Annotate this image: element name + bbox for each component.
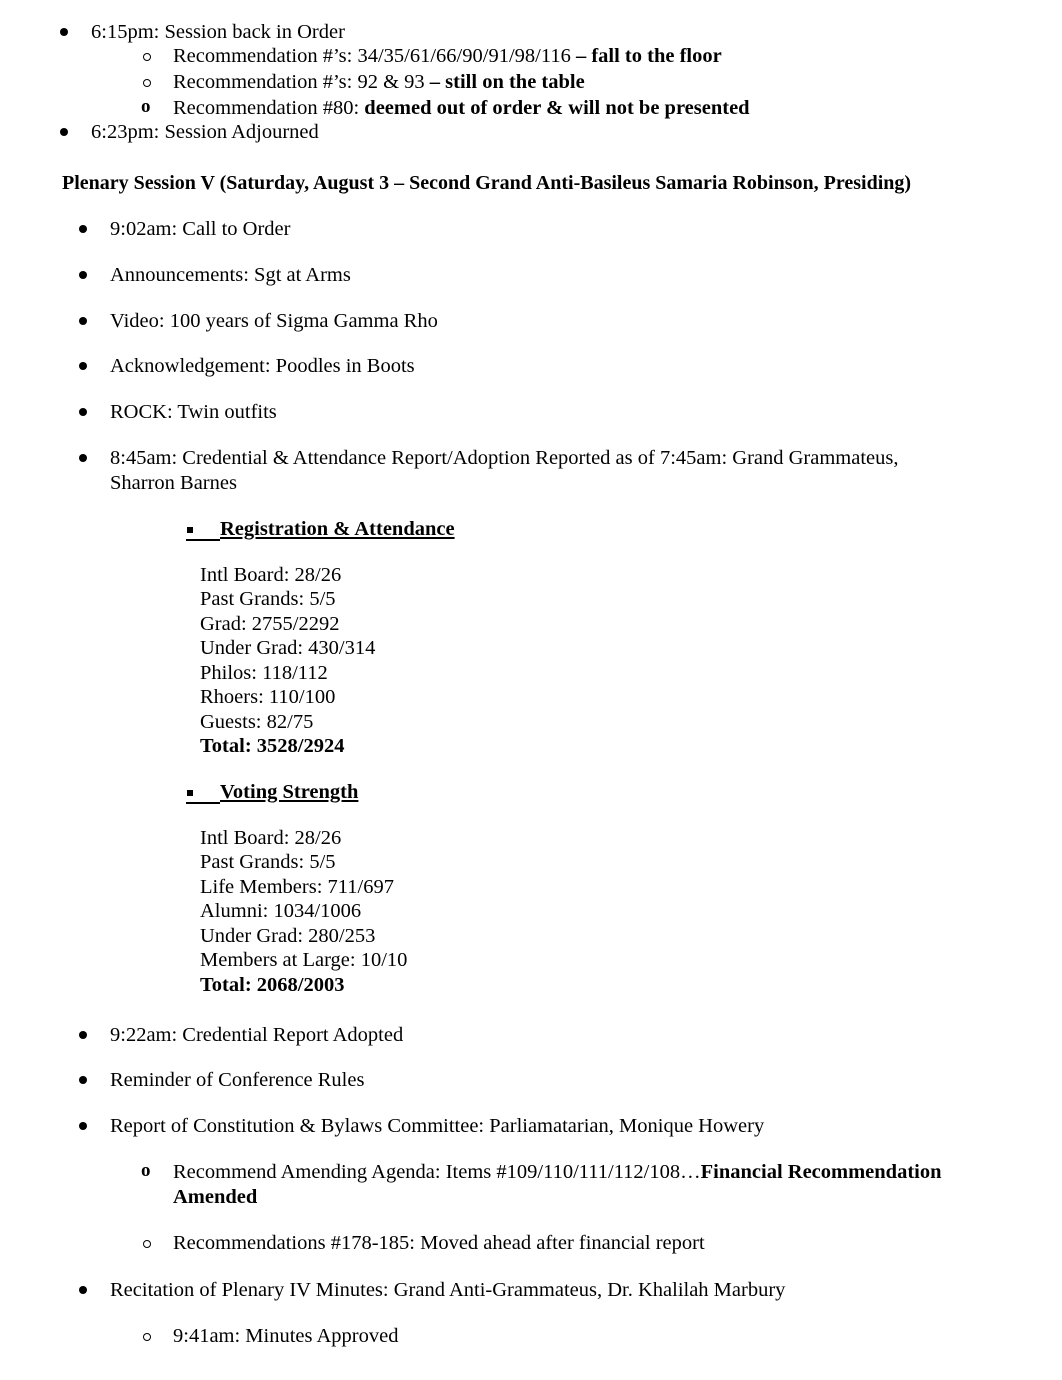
recommendations-moved: Recommendations #178-185: Moved ahead after financial report — [173, 1232, 705, 1254]
voting-row: Under Grad: 280/253 — [200, 925, 376, 947]
recommendation-status: deemed out of order & will not be presented — [364, 97, 750, 119]
item-reminder: Reminder of Conference Rules — [110, 1069, 365, 1091]
item-acknowledgement: Acknowledgement: Poodles in Boots — [110, 355, 415, 377]
registration-row: Guests: 82/75 — [200, 711, 314, 733]
registration-row: Intl Board: 28/26 — [200, 564, 342, 586]
registration-row: Grad: 2755/2292 — [200, 613, 340, 635]
minutes-approved: 9:41am: Minutes Approved — [173, 1325, 399, 1347]
item-announcements: Announcements: Sgt at Arms — [110, 264, 351, 286]
top-bullet — [60, 28, 68, 36]
amend-agenda-line1 — [173, 1162, 942, 1183]
sub-bullet-o: o — [141, 96, 151, 117]
main-bullet — [79, 408, 87, 416]
main-bullet — [79, 225, 87, 233]
voting-heading-text: Voting Strength — [220, 781, 359, 803]
item-rock: ROCK: Twin outfits — [110, 401, 277, 423]
amend-agenda-text: Recommend Amending Agenda: Items #109/110/111/112/108… — [173, 1161, 701, 1183]
sub-bullet — [143, 79, 151, 87]
item-call-to-order: 9:02am: Call to Order — [110, 218, 291, 240]
section-heading: Plenary Session V (Saturday, August 3 – Second Grand Anti-Basileus Samaria Robinson, Presiding) — [62, 172, 912, 194]
registration-heading — [186, 519, 455, 540]
recommendation-text: Recommendation #’s: 92 & 93 — [173, 71, 430, 93]
item-credential-adopted: 9:22am: Credential Report Adopted — [110, 1024, 404, 1046]
recommendation-status: – fall to the floor — [575, 45, 722, 67]
registration-row: Past Grands: 5/5 — [200, 588, 336, 610]
voting-heading-underline — [186, 802, 220, 804]
recommendation-status: – still on the table — [429, 71, 585, 93]
main-bullet — [79, 1031, 87, 1039]
registration-heading-underline — [186, 539, 220, 541]
recommendation-text: Recommendation #’s: 34/35/61/66/90/91/98/116 — [173, 45, 576, 67]
item-constitution: Report of Constitution & Bylaws Committee: Parliamatarian, Monique Howery — [110, 1115, 765, 1137]
top-item-adjourned: 6:23pm: Session Adjourned — [91, 121, 319, 143]
sub-bullet-o: o — [141, 1160, 151, 1181]
top-bullet — [60, 128, 68, 136]
registration-row: Philos: 118/112 — [200, 662, 328, 684]
registration-row: Under Grad: 430/314 — [200, 637, 376, 659]
registration-heading-text: Registration & Attendance — [220, 518, 455, 540]
sub-bullet — [143, 1240, 151, 1248]
item-video: Video: 100 years of Sigma Gamma Rho — [110, 310, 438, 332]
voting-row: Alumni: 1034/1006 — [200, 900, 362, 922]
voting-row: Life Members: 711/697 — [200, 876, 394, 898]
voting-row: Intl Board: 28/26 — [200, 827, 342, 849]
recommendation-out-of-order — [173, 98, 750, 119]
voting-row: Members at Large: 10/10 — [200, 949, 408, 971]
main-bullet — [79, 317, 87, 325]
item-credential-line1: 8:45am: Credential & Attendance Report/Adoption Reported as of 7:45am: Grand Grammateus, — [110, 447, 899, 469]
main-bullet — [79, 362, 87, 370]
main-bullet — [79, 1076, 87, 1084]
voting-heading — [186, 782, 358, 803]
item-credential-line2: Sharron Barnes — [110, 472, 237, 494]
voting-total: Total: 2068/2003 — [200, 974, 345, 996]
recommendation-text: Recommendation #80: — [173, 97, 365, 119]
voting-row: Past Grands: 5/5 — [200, 851, 336, 873]
registration-row: Rhoers: 110/100 — [200, 686, 336, 708]
main-bullet — [79, 1122, 87, 1130]
registration-total: Total: 3528/2924 — [200, 735, 345, 757]
main-bullet — [79, 1286, 87, 1294]
main-bullet — [79, 454, 87, 462]
amend-agenda-bold: Financial Recommendation — [700, 1161, 942, 1183]
main-bullet — [79, 271, 87, 279]
top-item-session-back: 6:15pm: Session back in Order — [91, 21, 345, 43]
item-recitation: Recitation of Plenary IV Minutes: Grand Anti-Grammateus, Dr. Khalilah Marbury — [110, 1279, 786, 1301]
sub-bullet — [143, 1333, 151, 1341]
recommendation-floor — [173, 46, 722, 67]
recommendation-table — [173, 72, 585, 93]
sub-bullet — [143, 53, 151, 61]
amend-agenda-line2: Amended — [173, 1186, 258, 1208]
